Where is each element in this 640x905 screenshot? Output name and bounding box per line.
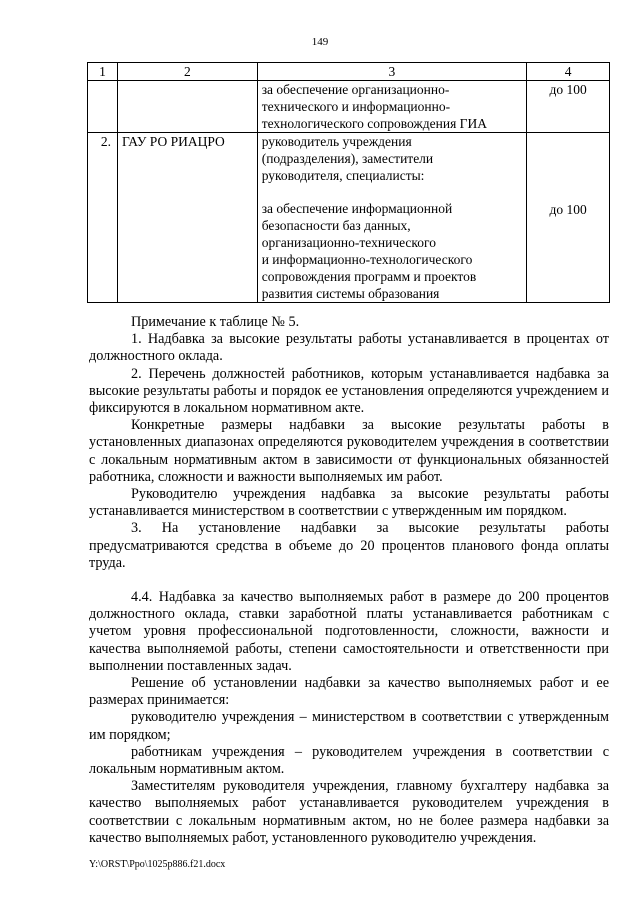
paragraph: Руководителю учреждения надбавка за высокие результаты работы устанавливается министерством в соответствии с утвержденным им порядком. bbox=[89, 486, 609, 520]
header-cell-1: 1 bbox=[88, 63, 118, 81]
row-number-cell bbox=[88, 81, 118, 133]
paragraph: 1. Надбавка за высокие результаты работы устанавливается в процентах от должностного оклада. bbox=[89, 331, 609, 365]
row-org-cell bbox=[117, 81, 257, 133]
row-value: до 100 bbox=[527, 81, 610, 133]
paragraph: руководителю учреждения – министерством в соответствии с утвержденным им порядком; bbox=[89, 709, 609, 743]
table-row bbox=[88, 133, 610, 303]
document-body bbox=[89, 314, 609, 847]
row-value: до 100 bbox=[549, 202, 587, 217]
row-desc: за обеспечение организационно- технического и информационно- технологического сопровождения ГИА bbox=[261, 82, 487, 131]
row-value-cell bbox=[527, 133, 610, 303]
allowance-table bbox=[87, 62, 610, 303]
paragraph: Конкретные размеры надбавки за высокие результаты работы в установленных диапазонах определяются руководителем учреждения в соответствии с локальным нормативным актом в зависимости от функциональных обязанностей работника, сложности и важности выполняемых им работ. bbox=[89, 417, 609, 485]
paragraph: 3. На установление надбавки за высокие результаты работы предусматриваются средства в объеме до 20 процентов планового фонда оплаты труда. bbox=[89, 520, 609, 571]
row-number: 2. bbox=[88, 133, 118, 303]
page-number: 149 bbox=[311, 36, 329, 48]
paragraph: работникам учреждения – руководителем учреждения в соответствии с локальным нормативным актом. bbox=[89, 743, 609, 778]
row-desc-positions: руководитель учреждения (подразделения), заместители руководителя, специалисты: bbox=[261, 134, 434, 183]
paragraph: 4.4. Надбавка за качество выполняемых работ в размере до 200 процентов должностного оклада, ставки заработной платы устанавливается работникам с учетом уровня профессиональной подготовленности, сложности, важности и качества выполняемой работы, степени самостоятельности и ответственности при выполнении поставленных задач. bbox=[89, 589, 609, 674]
paragraph: Заместителям руководителя учреждения, главному бухгалтеру надбавка за качество выполняемых работ устанавливается руководителем учреждения в соответствии с локальным нормативным актом, но не более размера надбавки за качество выполняемых работ, установленного руководителю учреждения. bbox=[89, 778, 609, 846]
table-row bbox=[88, 81, 610, 133]
header-cell-4: 4 bbox=[527, 63, 610, 81]
table-header-row bbox=[88, 63, 610, 81]
header-cell-2: 2 bbox=[117, 63, 257, 81]
header-cell-3: 3 bbox=[257, 63, 526, 81]
row-desc-duties: за обеспечение информационной безопасности баз данных, организационно-технического и информационно-технологического сопровождения программ и проектов развития системы образования bbox=[261, 201, 477, 301]
table-note-title: Примечание к таблице № 5. bbox=[131, 314, 300, 330]
file-path-footer: Y:\ORST\Ppo\1025p886.f21.docx bbox=[89, 859, 226, 870]
row-desc-cell bbox=[257, 133, 526, 303]
row-org: ГАУ РО РИАЦРО bbox=[117, 133, 257, 303]
paragraph: Решение об установлении надбавки за качество выполняемых работ и ее размерах принимается: bbox=[89, 675, 609, 709]
row-desc-cell bbox=[257, 81, 526, 133]
paragraph: 2. Перечень должностей работников, которым устанавливается надбавка за высокие результаты работы и порядок ее установления определяются учреждением и фиксируются в локальном нормативном акте. bbox=[89, 365, 609, 417]
